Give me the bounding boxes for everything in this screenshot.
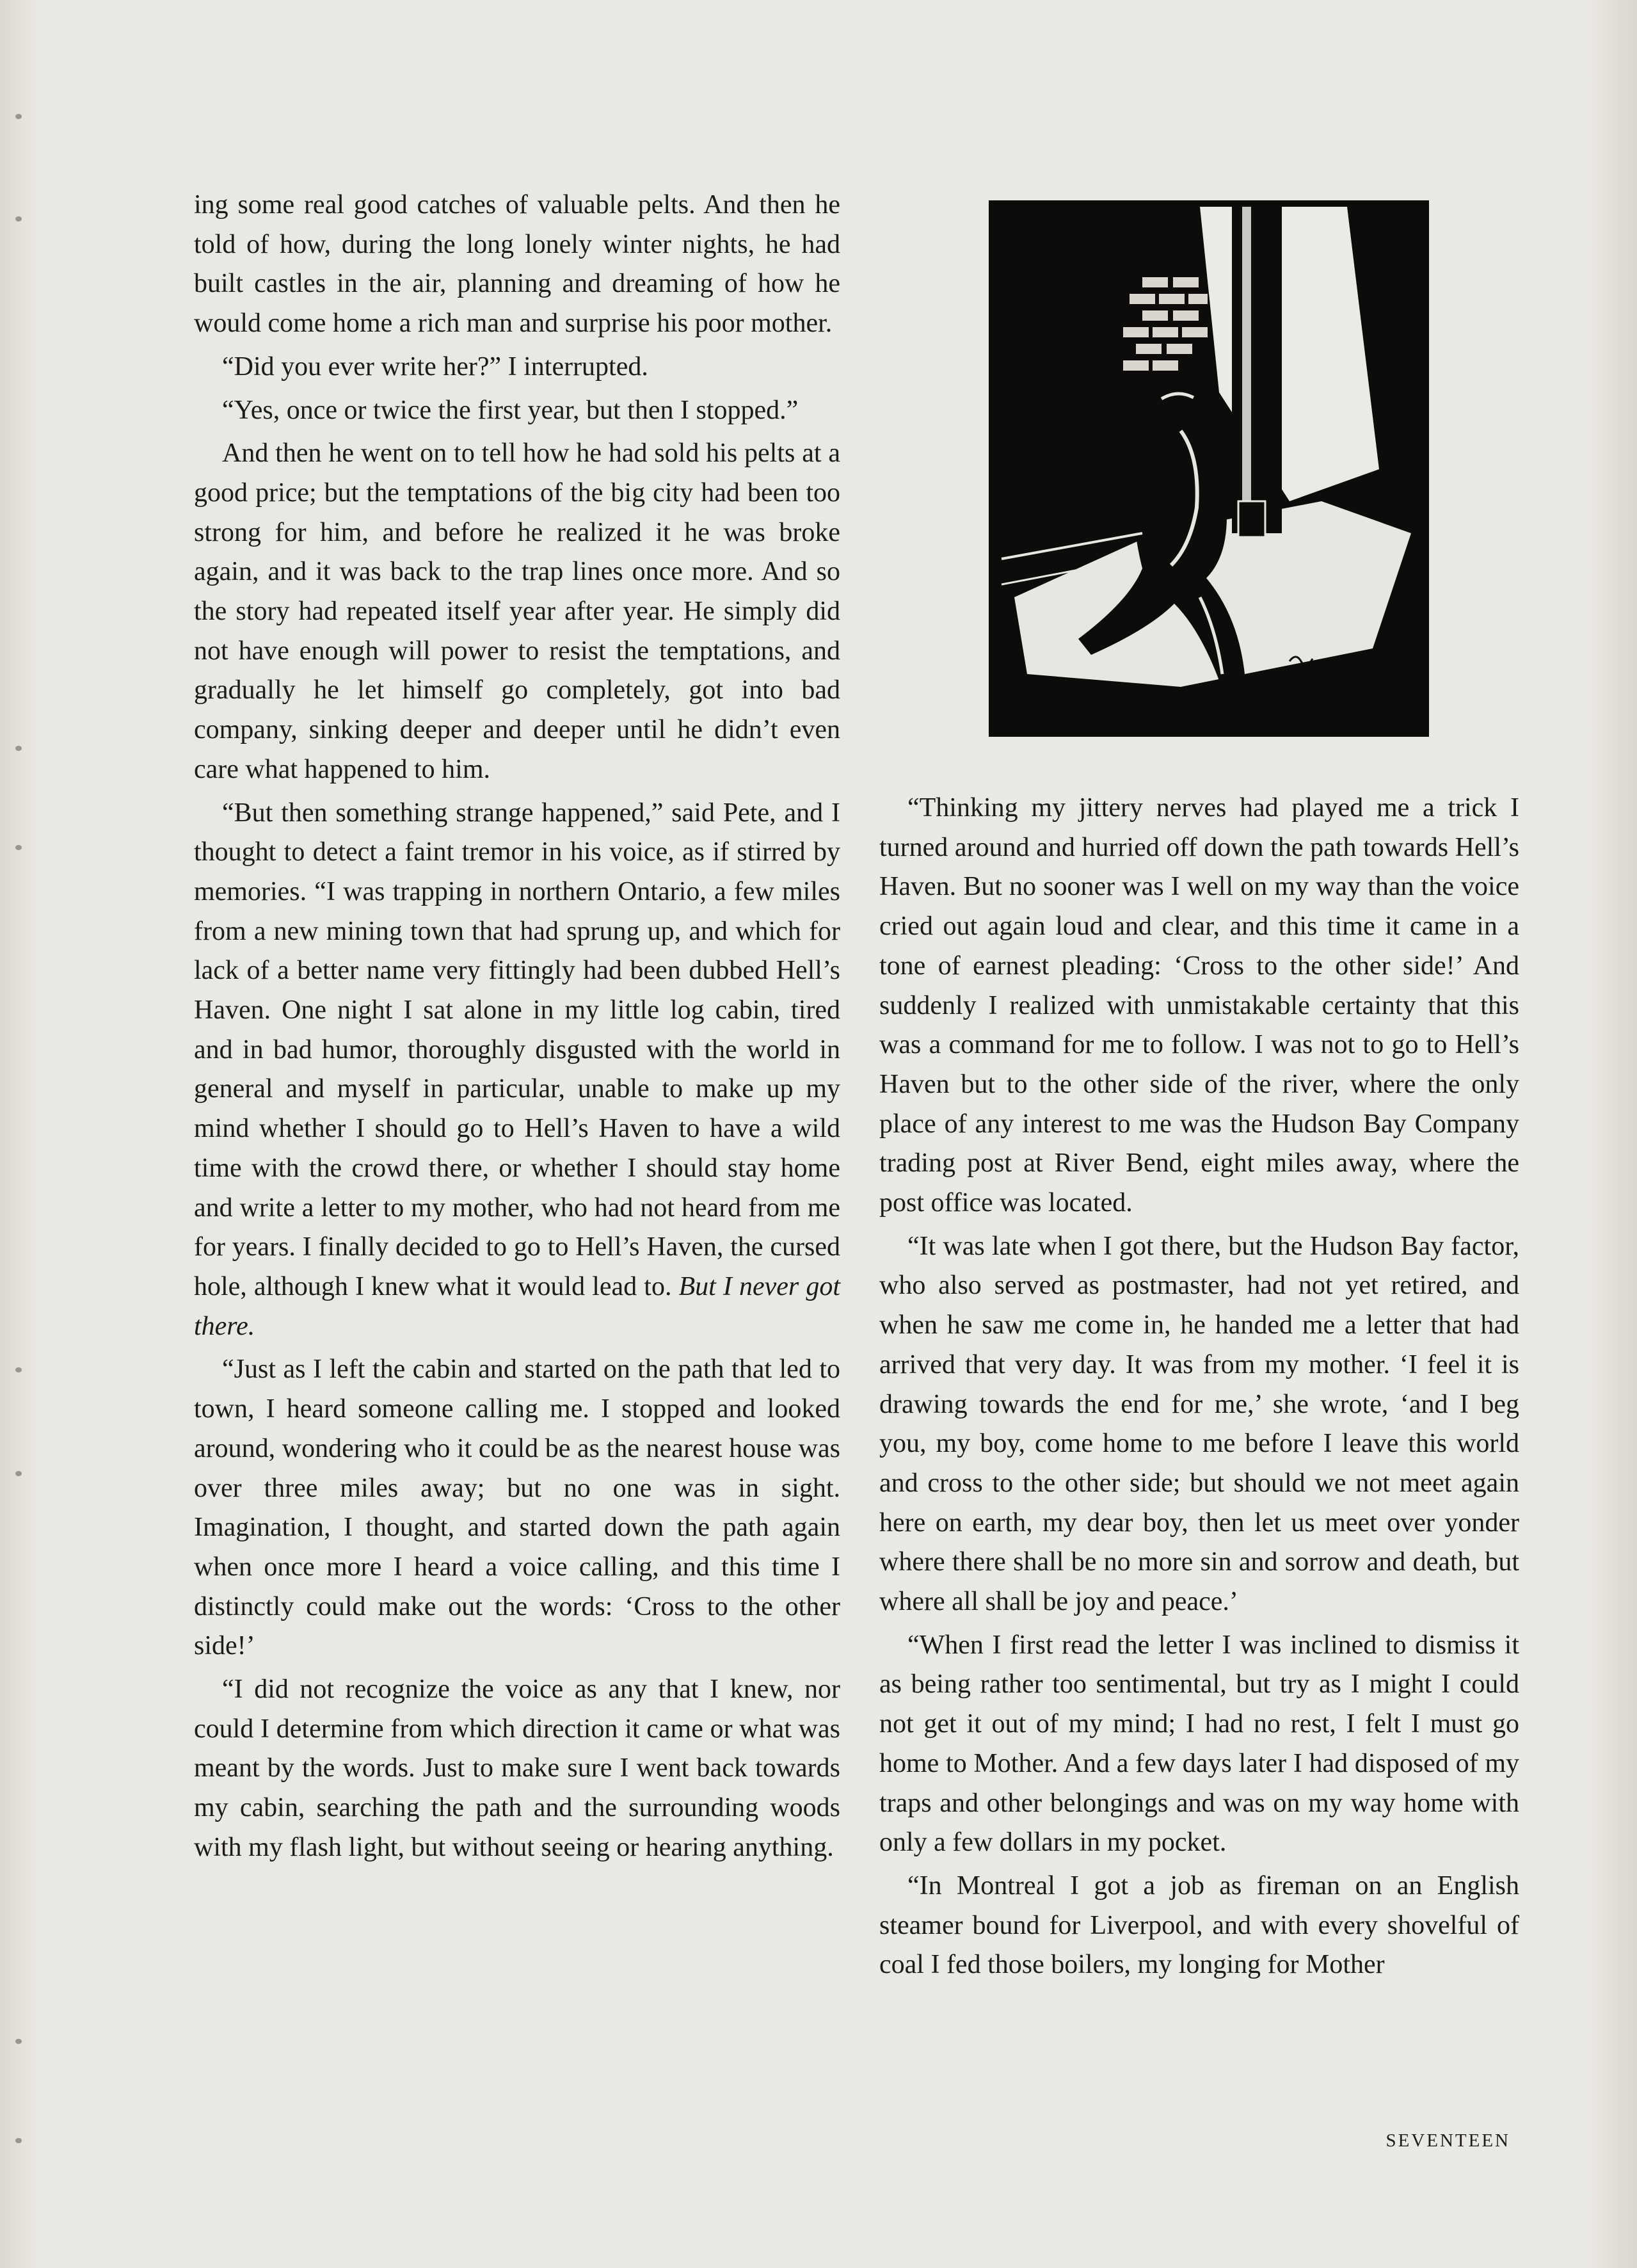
paragraph-text: “But then something strange happened,” said Pete, and I thought to detect a faint tremor in his voice, as if stirred by memories. “I was trapping in northern Ontario, a few miles from a new mining town that had sprung up, and which for lack of a better name very fittingly had been dubbed Hell’s Haven. One night I sat alone in my little log cabin, tired and in bad humor, thoroughly disgusted with the world in general and myself in particular, unable to make up my mind whether I should go to Hell’s Haven to have a wild time with the crowd there, or whether I should stay home and write a letter to my mother, who had not heard from me for years. I finally decided to go to Hell’s Haven, the cursed hole, although I knew what it would lead to. [194, 798, 840, 1301]
binder-hole [15, 845, 22, 850]
right-text-column [879, 789, 1519, 1985]
page-number: SEVENTEEN [1385, 2130, 1510, 2151]
paragraph: ing some real good catches of valuable pelts. And then he told of how, during the long lonely winter nights, he had built castles in the air, planning and dreaming of how he would come home a rich man and surprise his poor mother. [194, 190, 840, 339]
paragraph: “Just as I left the cabin and started on the path that led to town, I heard someone calling me. I stopped and looked around, wondering who it could be as the nearest house was over three miles away; but no one was in sight. Imagination, I thought, and started down the path again when once more I heard a voice calling, and this time I distinctly could make out the words: ‘Cross to the other side!’ [194, 1355, 840, 1661]
paragraph: “It was late when I got there, but the Hudson Bay factor, who also served as postmaster, had not yet retired, and when he saw me come in, he handed me a letter that had arrived that very day. It was from my mother. ‘I feel it is drawing towards the end for me,’ she wrote, ‘and I beg you, my boy, come home to me before I leave this world and cross to the other side; but should we not meet again here on earth, my dear boy, then let us meet over yonder where there shall be no more sin and sorrow and death, but where all shall be joy and peace.’ [879, 1231, 1519, 1617]
binder-hole [15, 2039, 22, 2044]
paragraph: “When I first read the letter I was inclined to dismiss it as being rather too sentimental, but try as I might I could not get it out of my mind; I had no rest, I felt I must go home to Mother. And a few days later I had disposed of my traps and other belongings and was on my way home with only a few dollars in my pocket. [879, 1630, 1519, 1858]
binder-hole [15, 1367, 22, 1372]
left-text-column [194, 186, 840, 1868]
binder-hole [15, 1471, 22, 1476]
paragraph: “I did not recognize the voice as any that I knew, nor could I determine from which direction it came or what was meant by the words. Just to make sure I went back towards my cabin, searching the path and the surrounding woods with my flash light, but without seeing or hearing anything. [194, 1675, 840, 1862]
binder-hole [15, 746, 22, 751]
paragraph: “In Montreal I got a job as fireman on an English steamer bound for Liverpool, and with every shovelful of coal I fed those boilers, my longing for Mother [879, 1870, 1519, 1980]
paragraph: “Thinking my jittery nerves had played me a trick I turned around and hurried off down the path towards Hell’s Haven. But no sooner was I well on my way than the voice cried out again loud and clear, and this time it came in a tone of earnest pleading: ‘Cross to the other side!’ And suddenly I realized with unmistakable certainty that this was a command for me to follow. I was not to go to Hell’s Haven but to the other side of the river, where the only place of any interest to me was the Hudson Bay Company trading post at River Bend, eight miles away, where the post office was located. [879, 793, 1519, 1218]
paragraph: “Did you ever write her?” I interrupted. [222, 351, 648, 382]
italic-phrase: But I never got there. [194, 1271, 841, 1341]
binder-hole [15, 2138, 22, 2143]
paragraph-with-italic [194, 794, 840, 1347]
illustration-drawing [989, 200, 1429, 737]
woodcut-illustration [989, 200, 1429, 737]
paragraph: “Yes, once or twice the first year, but then I stopped.” [222, 395, 799, 425]
binder-hole [15, 216, 22, 221]
paragraph: And then he went on to tell how he had sold his pelts at a good price; but the temptations of the big city had been too strong for him, and before he realized it he was broke again, and it was back to the trap lines once more. And so the story had repeated itself year after year. He simply did not have enough will power to resist the temptations, and gradually he let himself go completely, got into bad company, sinking deeper and deeper until he didn’t even care what happened to him. [194, 438, 840, 784]
binder-hole [15, 114, 22, 119]
